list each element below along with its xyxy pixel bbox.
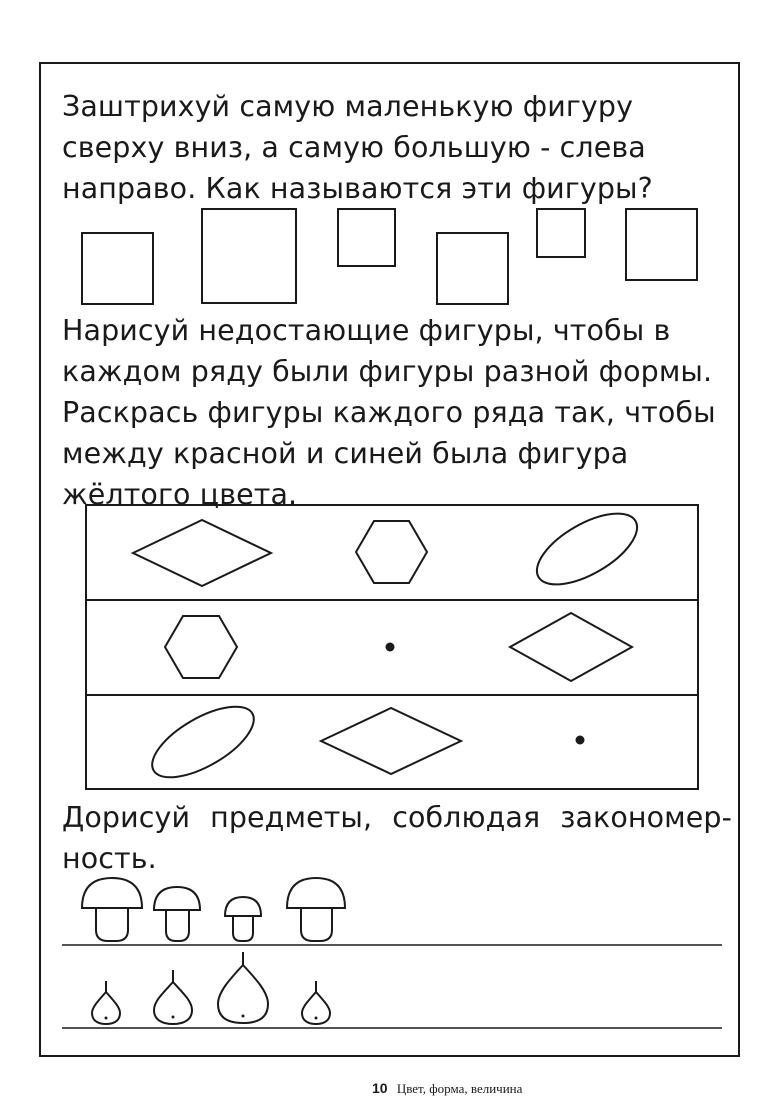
mushroom-icon [154, 887, 200, 941]
rhombus-shape[interactable] [321, 708, 461, 774]
square-5[interactable] [537, 209, 585, 257]
square-4[interactable] [437, 233, 508, 304]
missing-shape-dot[interactable] [576, 736, 585, 745]
pear-icon [92, 981, 120, 1024]
task-3-line-2: ность. [62, 842, 157, 875]
task-3-line-1: Дорисуй предметы, соблюдая закономер- [62, 801, 732, 834]
pear-icon [154, 970, 192, 1024]
task-1-text: Заштрихуй самую маленькую фигуру сверху вниз, а самую большую - слева направо. Как называются эти фигуры? [62, 90, 653, 205]
ellipse-shape[interactable] [526, 499, 648, 598]
pear-icon [218, 952, 268, 1023]
rhombus-shape[interactable] [133, 520, 271, 586]
task-2-text: Нарисуй недостающие фигуры, чтобы в каждом ряду были фигуры разной формы. Раскрась фигуры каждого ряда так, чтобы между красной и синей была фигура жёлтого цвета. [62, 314, 716, 511]
square-6[interactable] [626, 209, 697, 280]
hexagon-shape[interactable] [165, 616, 237, 678]
page-number: 10 [372, 1080, 388, 1096]
ellipse-shape[interactable] [142, 693, 265, 792]
mushroom-icon [287, 878, 345, 941]
square-3[interactable] [338, 209, 395, 266]
square-1[interactable] [82, 233, 153, 304]
page-footer [372, 1080, 522, 1097]
rhombus-shape[interactable] [510, 613, 632, 681]
section-title: Цвет, форма, величина [396, 1081, 523, 1096]
mushroom-icon [225, 897, 261, 941]
missing-shape-dot[interactable] [386, 643, 395, 652]
square-2[interactable] [202, 209, 296, 303]
hexagon-shape[interactable] [356, 521, 427, 583]
mushroom-icon [82, 878, 142, 941]
pear-icon [302, 981, 330, 1024]
